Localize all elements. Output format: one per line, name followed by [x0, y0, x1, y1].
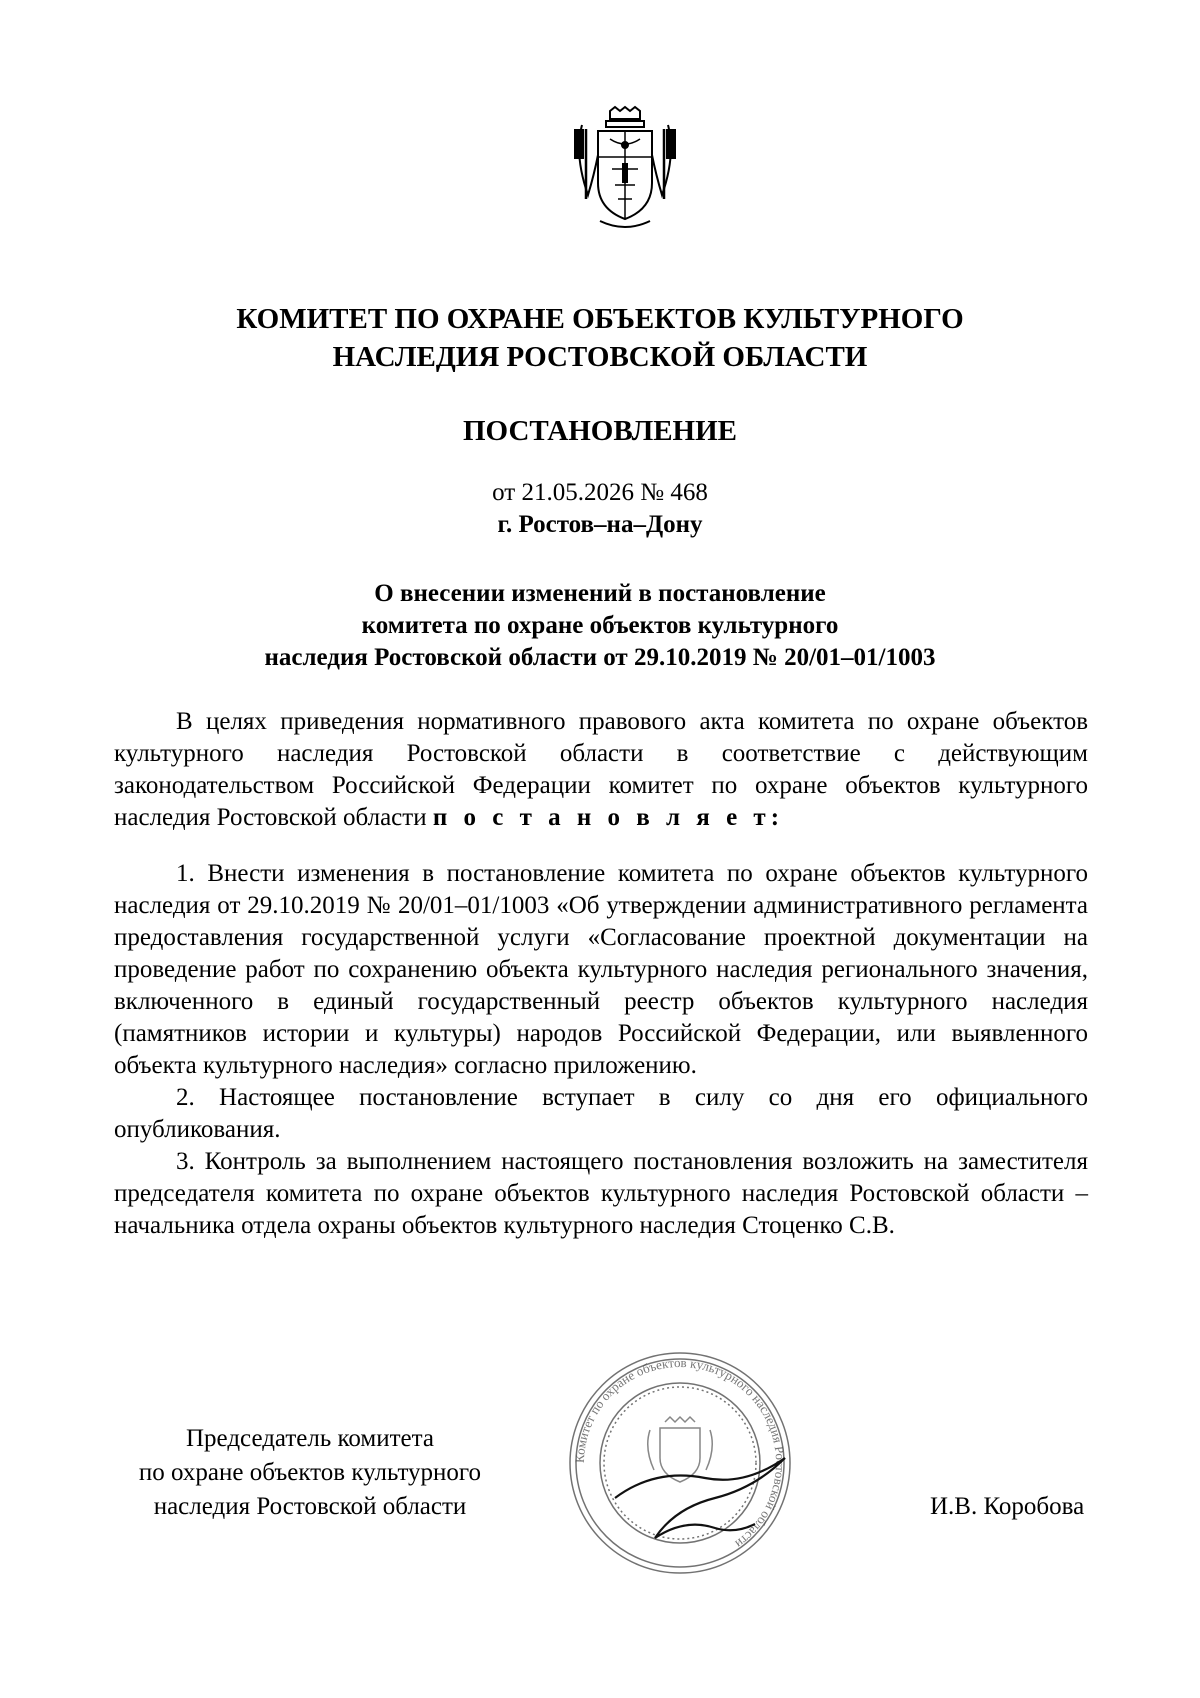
decree-item-3: 3. Контроль за выполнением настоящего постановления возложить на заместителя председателя комитета по охране объектов культурного наследия Ростовской области – начальника отдела охраны объектов культурного наследия Стоценко С.В.: [114, 1148, 1088, 1239]
signatory-position-line1: Председатель комитета: [186, 1425, 434, 1452]
document-type: ПОСТАНОВЛЕНИЕ: [462, 415, 737, 447]
organization-name-line1: КОМИТЕТ ПО ОХРАНЕ ОБЪЕКТОВ КУЛЬТУРНОГО: [236, 303, 964, 335]
seal-text: Комитет по охране объектов культурного наследия Ростовской области: [571, 1354, 789, 1552]
organization-name-line2: НАСЛЕДИЯ РОСТОВСКОЙ ОБЛАСТИ: [332, 341, 868, 373]
preamble: [114, 706, 1088, 834]
decree-item-2: 2. Настоящее постановление вступает в силу со дня его официального опубликования.: [114, 1084, 1088, 1143]
signatory-position-line3: наследия Ростовской области: [153, 1493, 467, 1520]
decree-item-1: 1. Внести изменения в постановление комитета по охране объектов культурного наследия от 29.10.2019 № 20/01–01/1003 «Об утверждении административного регламента предоставления государственной услуги «Согласование проектной документации на проведение работ по сохранению объекта культурного наследия регионального значения, включенного в единый государственный реестр объектов культурного наследия (памятников истории и культуры) народов Российской Федерации, или выявленного объекта культурного наследия» согласно приложению.: [114, 860, 1088, 1079]
subject-line1: О внесении изменений в постановление: [374, 580, 826, 607]
decree-word: п о с т а н о в л я е т:: [432, 804, 785, 831]
decree-items: [114, 858, 1088, 1242]
organization-name: [100, 300, 1100, 376]
preamble-text: В целях приведения нормативного правового акта комитета по охране объектов культурного наследия Ростовской области в соответствие с действующим законодательством Российской Федерации комитет по охране объектов культурного наследия Ростовской области: [114, 708, 1088, 831]
signatory-name: И.В. Коробова: [930, 1493, 1085, 1520]
coat-of-arms-icon: [570, 105, 680, 235]
signatory-position: [100, 1422, 520, 1524]
document-subject: [100, 578, 1100, 674]
subject-line3: наследия Ростовской области от 29.10.2019 № 20/01–01/1003: [264, 644, 936, 671]
document-city: г. Ростов–на–Дону: [497, 511, 703, 538]
official-seal-icon: [555, 1348, 805, 1578]
signatory-position-line2: по охране объектов культурного: [138, 1459, 482, 1486]
subject-line2: комитета по охране объектов культурного: [361, 612, 839, 639]
document-date-number: от 21.05.2026 № 468: [492, 479, 708, 506]
svg-text:Комитет по охране объектов кул: [572, 1355, 788, 1552]
